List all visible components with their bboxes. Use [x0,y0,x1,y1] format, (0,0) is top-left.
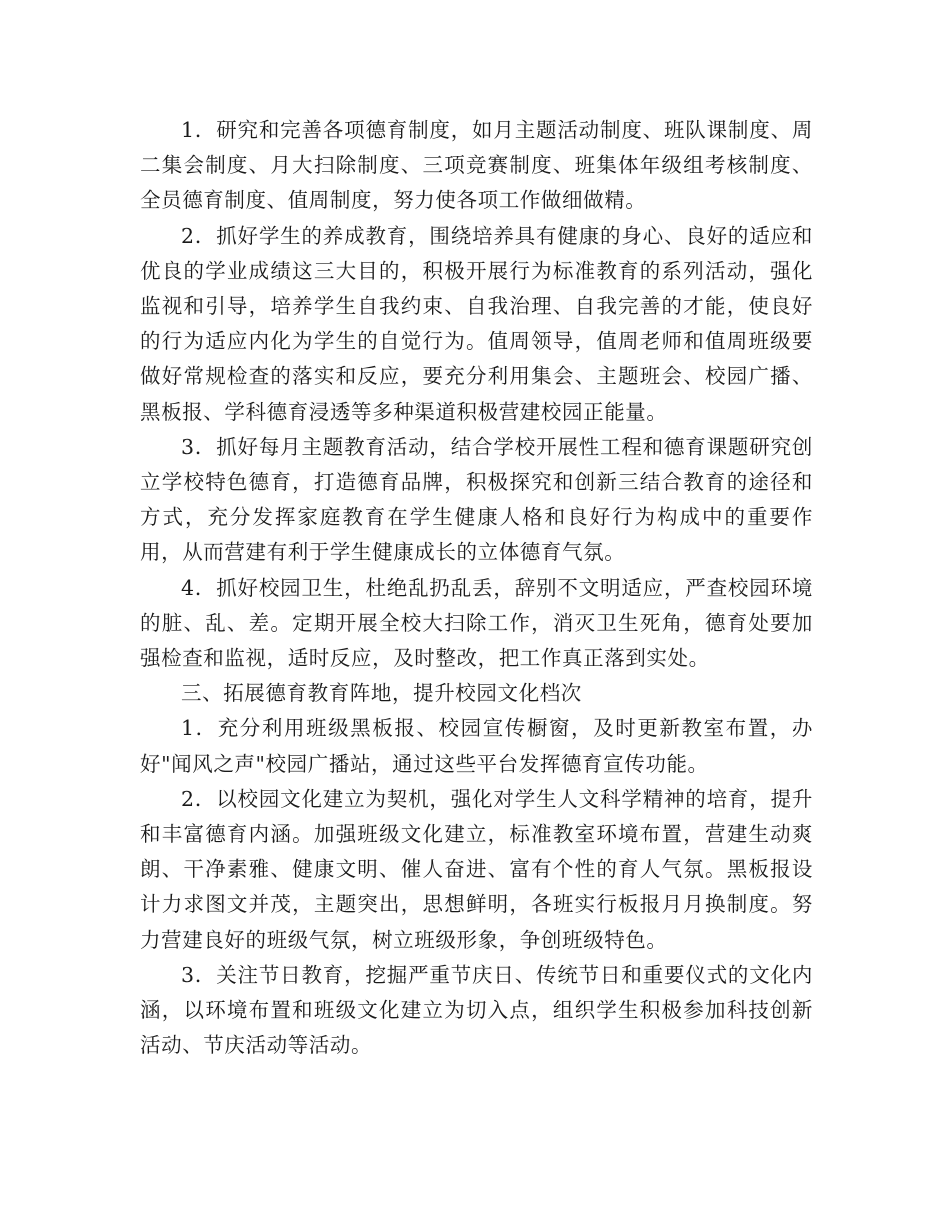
paragraph-6: 2．以校园文化建立为契机，强化对学生人文科学精神的培育，提升和丰富德育内涵。加强班级文化建立，标准教室环境布置，营建生动爽朗、干净素雅、健康文明、催人奋进、富有个性的育人气氛。黑板报设计力求图文并茂，主题突出，思想鲜明，各班实行板报月月换制度。努力营建良好的班级气氛，树立班级形象，争创班级特色。 [140,786,813,952]
paragraph-3: 3．抓好每月主题教育活动，结合学校开展性工程和德育课题研究创立学校特色德育，打造德育品牌，积极探究和创新三结合教育的途径和方式，充分发挥家庭教育在学生健康人格和良好行为构成中的重要作用，从而营建有利于学生健康成长的立体德育气氛。 [140,434,813,565]
paragraph-5: 1．充分利用班级黑板报、校园宣传橱窗，及时更新教室布置，办好"闻风之声"校园广播站，通过这些平台发挥德育宣传功能。 [140,716,813,776]
paragraph-1: 1．研究和完善各项德育制度，如月主题活动制度、班队课制度、周二集会制度、月大扫除制度、三项竞赛制度、班集体年级组考核制度、全员德育制度、值周制度，努力使各项工作做细做精。 [140,118,813,213]
section-heading: 三、拓展德育教育阵地，提升校园文化档次 [181,681,582,706]
paragraph-4: 4．抓好校园卫生，杜绝乱扔乱丢，辞别不文明适应，严查校园环境的脏、乱、差。定期开展全校大扫除工作，消灭卫生死角，德育处要加强检查和监视，适时反应，及时整改，把工作真正落到实处。 [140,575,813,671]
paragraph-7: 3．关注节日教育，挖掘严重节庆日、传统节日和重要仪式的文化内涵，以环境布置和班级文化建立为切入点，组织学生积极参加科技创新活动、节庆活动等活动。 [140,962,813,1058]
document-body [140,113,813,1063]
paragraph-2: 2．抓好学生的养成教育，围绕培养具有健康的身心、良好的适应和优良的学业成绩这三大目的，积极开展行为标准教育的系列活动，强化监视和引导，培养学生自我约束、自我治理、自我完善的才能，使良好的行为适应内化为学生的自觉行为。值周领导，值周老师和值周班级要做好常规检查的落实和反应，要充分利用集会、主题班会、校园广播、黑板报、学科德育浸透等多种渠道积极营建校园正能量。 [140,223,813,424]
